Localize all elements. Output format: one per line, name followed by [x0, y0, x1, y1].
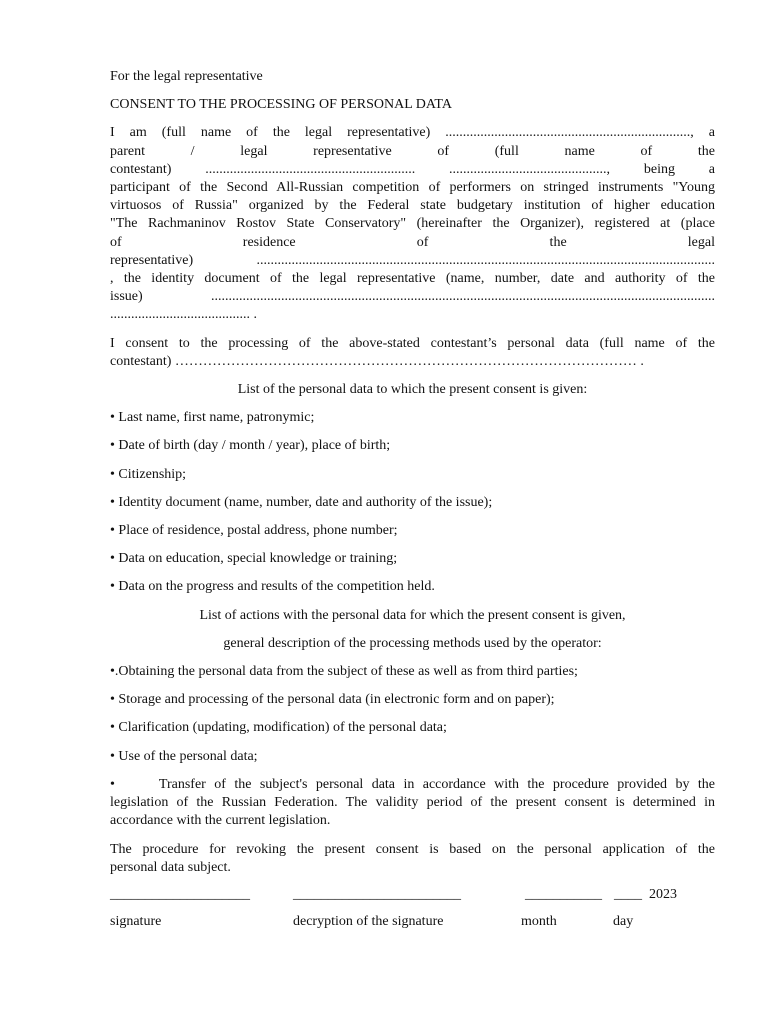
actions-list-title-1: List of actions with the personal data for which the present consent is given, [199, 607, 626, 623]
transfer-text: Transfer of the subject's personal data in accordance with the procedure provided by the [158, 776, 715, 792]
list-item: • Data on education, special knowledge or training; [110, 551, 398, 567]
decryption-label: decryption of the signature [293, 913, 444, 929]
paragraph-line: issue) ................................................................................................................................................ [110, 289, 715, 305]
month-label: month [521, 913, 557, 929]
list-item: • Last name, first name, patronymic; [110, 410, 315, 426]
list-item: • Clarification (updating, modification) of the personal data; [110, 720, 447, 736]
paragraph-line: I am (full name of the legal representative) ......................................................................, a [110, 125, 715, 141]
paragraph-line: I consent to the processing of the above-stated contestant’s personal data (full name of the [110, 335, 715, 351]
transfer-paragraph [110, 776, 715, 831]
signature-blank: ____________________ [110, 886, 250, 902]
personal-data-list-title: List of the personal data to which the present consent is given: [237, 382, 588, 398]
year-value: 2023 [649, 886, 677, 902]
revoke-paragraph [110, 841, 715, 877]
day-blank: ____ [614, 886, 642, 902]
consent-paragraph [110, 335, 715, 371]
list-item: • Storage and processing of the personal data (in electronic form and on paper); [110, 692, 555, 708]
signature-lines [110, 887, 715, 905]
paragraph-line [110, 776, 715, 794]
paragraph-line: virtuosos of Russia" organized by the Federal state budgetary institution of higher education [110, 198, 715, 214]
paragraph-line: participant of the Second All-Russian competition of performers on stringed instruments "Young [110, 180, 715, 196]
decryption-blank: ________________________ [293, 886, 461, 902]
list-item: • Identity document (name, number, date and authority of the issue); [110, 494, 493, 510]
signature-labels [110, 914, 715, 932]
paragraph-line: , the identity document of the legal representative (name, number, date and authority of the [110, 271, 715, 287]
day-label: day [613, 913, 634, 929]
signature-label: signature [110, 913, 162, 929]
list-item: • Data on the progress and results of the competition held. [110, 579, 435, 595]
bullet-glyph: • [110, 776, 115, 792]
paragraph-line: "The Rachmaninov Rostov State Conservatory" (hereinafter the Organizer), registered at (place [110, 216, 715, 232]
paragraph-line: legislation of the Russian Federation. The validity period of the present consent is determined in [110, 795, 715, 811]
paragraph-line: ........................................ . [110, 307, 257, 323]
document-title: CONSENT TO THE PROCESSING OF PERSONAL DATA [110, 97, 452, 113]
paragraph-line: of residence of the legal [110, 234, 715, 250]
recipient-line: For the legal representative [110, 69, 263, 84]
personal-data-list [110, 409, 715, 596]
list-item: • Place of residence, postal address, phone number; [110, 523, 398, 539]
actions-list-title-2: general description of the processing methods used by the operator: [223, 635, 602, 651]
paragraph-line: personal data subject. [110, 859, 231, 875]
paragraph-line: contestant) ……………………………………………………………………………………… . [110, 353, 644, 369]
month-blank: ___________ [525, 886, 602, 902]
actions-list [110, 663, 715, 766]
paragraph-line: contestant) ............................................................ ............................................., being a [110, 161, 715, 177]
list-item: • Use of the personal data; [110, 748, 258, 764]
list-item: • Date of birth (day / month / year), place of birth; [110, 438, 391, 454]
paragraph-line: representative) ................................................................................................................................... [110, 252, 715, 268]
legal-representative-paragraph [110, 124, 715, 324]
list-item: • Citizenship; [110, 466, 187, 482]
paragraph-line: accordance with the current legislation. [110, 813, 331, 829]
paragraph-line: The procedure for revoking the present consent is based on the personal application of the [110, 841, 715, 857]
list-item: •.Obtaining the personal data from the subject of these as well as from third parties; [110, 664, 578, 680]
paragraph-line: parent / legal representative of (full name of the [110, 143, 715, 159]
